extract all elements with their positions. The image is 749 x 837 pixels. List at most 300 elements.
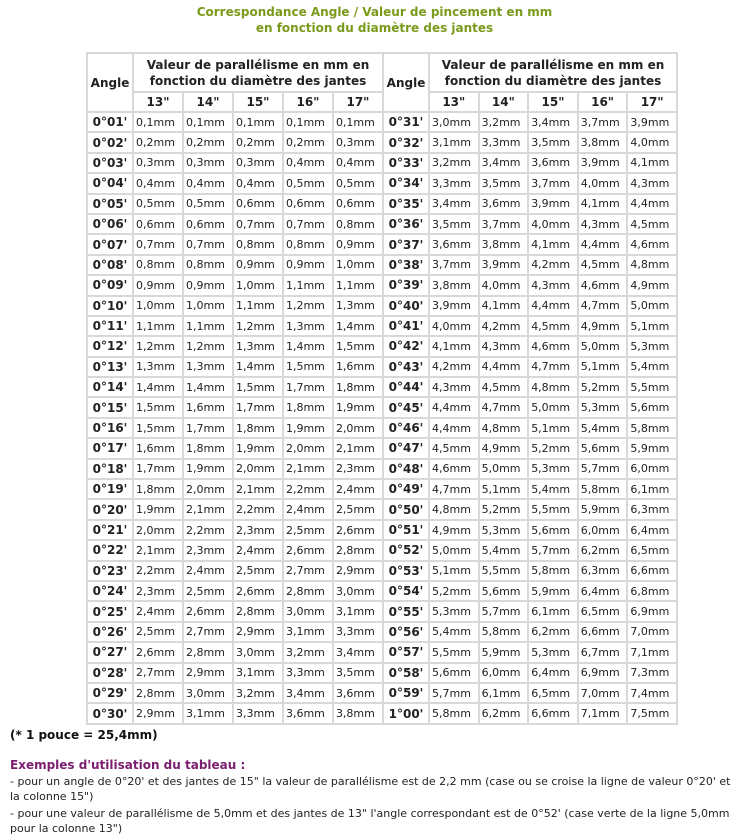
value-cell: 3,8mm — [480, 235, 528, 253]
value-cell: 6,2mm — [529, 623, 577, 641]
value-cell: 5,2mm — [579, 378, 627, 396]
table-row — [88, 154, 382, 172]
table-row — [384, 235, 676, 253]
value-cell: 4,7mm — [480, 398, 528, 416]
value-cell: 4,8mm — [628, 256, 676, 274]
value-cell: 0,9mm — [284, 256, 332, 274]
header-group: Valeur de parallélisme en mm en fonction du diamètre des jantes — [134, 54, 382, 91]
value-cell: 5,4mm — [529, 480, 577, 498]
value-cell: 0,7mm — [234, 215, 282, 233]
value-cell: 5,4mm — [480, 541, 528, 559]
value-cell: 0,8mm — [134, 256, 182, 274]
value-cell: 3,3mm — [430, 174, 478, 192]
table-row — [384, 602, 676, 620]
header-size: 17" — [334, 93, 382, 111]
angle-cell: 0°11' — [88, 317, 132, 335]
table-row — [88, 623, 382, 641]
value-cell: 6,7mm — [579, 643, 627, 661]
angle-cell: 0°31' — [384, 113, 428, 131]
value-cell: 5,3mm — [579, 398, 627, 416]
value-cell: 3,9mm — [628, 113, 676, 131]
value-cell: 0,6mm — [284, 195, 332, 213]
table-row — [88, 235, 382, 253]
angle-cell: 0°46' — [384, 419, 428, 437]
angle-cell: 0°45' — [384, 398, 428, 416]
value-cell: 2,6mm — [234, 582, 282, 600]
angle-cell: 0°18' — [88, 460, 132, 478]
value-cell: 4,9mm — [480, 439, 528, 457]
value-cell: 3,2mm — [430, 154, 478, 172]
value-cell: 6,9mm — [579, 664, 627, 682]
value-cell: 5,0mm — [628, 297, 676, 315]
value-cell: 5,0mm — [529, 398, 577, 416]
value-cell: 2,4mm — [334, 480, 382, 498]
angle-cell: 0°51' — [384, 521, 428, 539]
value-cell: 3,0mm — [284, 602, 332, 620]
angle-cell: 0°20' — [88, 500, 132, 518]
value-cell: 1,7mm — [184, 419, 232, 437]
value-cell: 3,4mm — [529, 113, 577, 131]
value-cell: 4,0mm — [579, 174, 627, 192]
value-cell: 5,2mm — [480, 500, 528, 518]
value-cell: 6,0mm — [628, 460, 676, 478]
value-cell: 0,4mm — [184, 174, 232, 192]
table-row — [88, 195, 382, 213]
value-cell: 5,7mm — [529, 541, 577, 559]
value-cell: 3,5mm — [334, 664, 382, 682]
value-cell: 2,8mm — [134, 684, 182, 702]
value-cell: 1,4mm — [284, 337, 332, 355]
table-row — [88, 297, 382, 315]
value-cell: 1,4mm — [184, 378, 232, 396]
header-size: 14" — [480, 93, 528, 111]
value-cell: 4,4mm — [430, 398, 478, 416]
value-cell: 3,1mm — [430, 133, 478, 151]
value-cell: 1,5mm — [284, 358, 332, 376]
value-cell: 2,3mm — [234, 521, 282, 539]
angle-cell: 0°36' — [384, 215, 428, 233]
value-cell: 0,4mm — [234, 174, 282, 192]
value-cell: 4,2mm — [480, 317, 528, 335]
value-cell: 1,9mm — [234, 439, 282, 457]
table-row — [384, 154, 676, 172]
value-cell: 5,6mm — [430, 664, 478, 682]
value-cell: 1,1mm — [134, 317, 182, 335]
angle-cell: 0°50' — [384, 500, 428, 518]
value-cell: 3,5mm — [529, 133, 577, 151]
header-size: 15" — [234, 93, 282, 111]
angle-cell: 0°59' — [384, 684, 428, 702]
value-cell: 0,8mm — [184, 256, 232, 274]
value-cell: 4,5mm — [628, 215, 676, 233]
table-row — [88, 113, 382, 131]
value-cell: 5,3mm — [628, 337, 676, 355]
value-cell: 1,4mm — [334, 317, 382, 335]
value-cell: 7,4mm — [628, 684, 676, 702]
value-cell: 4,8mm — [430, 500, 478, 518]
table-row — [88, 480, 382, 498]
value-cell: 5,3mm — [529, 460, 577, 478]
table-row — [88, 358, 382, 376]
table-row — [384, 582, 676, 600]
value-cell: 7,0mm — [628, 623, 676, 641]
table-row — [384, 664, 676, 682]
value-cell: 2,2mm — [184, 521, 232, 539]
table-row — [88, 174, 382, 192]
value-cell: 4,7mm — [430, 480, 478, 498]
value-cell: 1,8mm — [134, 480, 182, 498]
table-row — [384, 113, 676, 131]
value-cell: 4,4mm — [480, 358, 528, 376]
value-cell: 4,1mm — [480, 297, 528, 315]
value-cell: 1,6mm — [184, 398, 232, 416]
value-cell: 3,6mm — [529, 154, 577, 172]
angle-cell: 0°28' — [88, 664, 132, 682]
value-cell: 1,3mm — [234, 337, 282, 355]
value-cell: 1,6mm — [134, 439, 182, 457]
table-row — [384, 541, 676, 559]
table-row — [88, 439, 382, 457]
value-cell: 5,4mm — [628, 358, 676, 376]
value-cell: 2,5mm — [134, 623, 182, 641]
value-cell: 1,3mm — [334, 297, 382, 315]
value-cell: 2,1mm — [334, 439, 382, 457]
value-cell: 2,1mm — [234, 480, 282, 498]
value-cell: 2,9mm — [234, 623, 282, 641]
value-cell: 6,6mm — [628, 562, 676, 580]
table-row — [88, 276, 382, 294]
angle-cell: 0°17' — [88, 439, 132, 457]
table-row — [88, 215, 382, 233]
table-row — [88, 562, 382, 580]
value-cell: 3,5mm — [430, 215, 478, 233]
angle-cell: 0°35' — [384, 195, 428, 213]
angle-cell: 0°15' — [88, 398, 132, 416]
value-cell: 0,6mm — [134, 215, 182, 233]
value-cell: 4,8mm — [480, 419, 528, 437]
value-cell: 0,4mm — [134, 174, 182, 192]
value-cell: 3,6mm — [430, 235, 478, 253]
value-cell: 1,1mm — [234, 297, 282, 315]
value-cell: 1,3mm — [184, 358, 232, 376]
value-cell: 4,5mm — [579, 256, 627, 274]
value-cell: 2,9mm — [184, 664, 232, 682]
value-cell: 4,6mm — [628, 235, 676, 253]
value-cell: 3,8mm — [430, 276, 478, 294]
value-cell: 2,8mm — [184, 643, 232, 661]
angle-cell: 0°13' — [88, 358, 132, 376]
angle-cell: 0°39' — [384, 276, 428, 294]
value-cell: 4,0mm — [628, 133, 676, 151]
value-cell: 5,0mm — [430, 541, 478, 559]
angle-cell: 0°21' — [88, 521, 132, 539]
angle-cell: 0°14' — [88, 378, 132, 396]
value-cell: 4,4mm — [628, 195, 676, 213]
value-cell: 1,9mm — [284, 419, 332, 437]
value-cell: 5,1mm — [529, 419, 577, 437]
value-cell: 4,0mm — [529, 215, 577, 233]
table-left — [86, 52, 384, 725]
table-row — [88, 460, 382, 478]
value-cell: 6,6mm — [579, 623, 627, 641]
value-cell: 6,3mm — [579, 562, 627, 580]
angle-cell: 0°29' — [88, 684, 132, 702]
angle-cell: 0°08' — [88, 256, 132, 274]
value-cell: 0,8mm — [234, 235, 282, 253]
value-cell: 4,6mm — [430, 460, 478, 478]
table-row — [384, 480, 676, 498]
value-cell: 1,9mm — [184, 460, 232, 478]
value-cell: 5,1mm — [430, 562, 478, 580]
value-cell: 2,6mm — [284, 541, 332, 559]
table-row — [88, 337, 382, 355]
value-cell: 1,7mm — [234, 398, 282, 416]
value-cell: 1,9mm — [334, 398, 382, 416]
value-cell: 4,1mm — [579, 195, 627, 213]
table-row — [384, 439, 676, 457]
value-cell: 4,1mm — [529, 235, 577, 253]
angle-cell: 0°10' — [88, 297, 132, 315]
value-cell: 0,9mm — [334, 235, 382, 253]
table-row — [384, 460, 676, 478]
value-cell: 6,2mm — [480, 704, 528, 722]
value-cell: 3,8mm — [579, 133, 627, 151]
value-cell: 0,7mm — [134, 235, 182, 253]
value-cell: 2,6mm — [334, 521, 382, 539]
angle-cell: 0°41' — [384, 317, 428, 335]
angle-cell: 0°37' — [384, 235, 428, 253]
value-cell: 1,5mm — [134, 398, 182, 416]
value-cell: 1,2mm — [184, 337, 232, 355]
angle-cell: 0°01' — [88, 113, 132, 131]
header-angle: Angle — [88, 54, 132, 111]
value-cell: 2,2mm — [284, 480, 332, 498]
value-cell: 5,5mm — [529, 500, 577, 518]
table-row — [384, 297, 676, 315]
angle-cell: 0°16' — [88, 419, 132, 437]
value-cell: 2,5mm — [284, 521, 332, 539]
value-cell: 4,4mm — [529, 297, 577, 315]
example-line-2: - pour une valeur de parallélisme de 5,0mm et des jantes de 13" l'angle correspondant est de 0°52' (case verte de la ligne 5,0mm pour la colonne 13") — [10, 807, 730, 835]
value-cell: 6,4mm — [628, 521, 676, 539]
value-cell: 3,2mm — [284, 643, 332, 661]
value-cell: 1,1mm — [284, 276, 332, 294]
table-row — [384, 623, 676, 641]
value-cell: 0,5mm — [184, 195, 232, 213]
value-cell: 3,6mm — [334, 684, 382, 702]
value-cell: 5,6mm — [579, 439, 627, 457]
value-cell: 5,6mm — [480, 582, 528, 600]
angle-cell: 0°02' — [88, 133, 132, 151]
value-cell: 6,2mm — [579, 541, 627, 559]
value-cell: 1,8mm — [284, 398, 332, 416]
value-cell: 0,6mm — [334, 195, 382, 213]
table-row — [384, 195, 676, 213]
value-cell: 2,5mm — [334, 500, 382, 518]
value-cell: 1,0mm — [134, 297, 182, 315]
value-cell: 5,9mm — [480, 643, 528, 661]
value-cell: 4,5mm — [480, 378, 528, 396]
value-cell: 2,4mm — [134, 602, 182, 620]
value-cell: 3,4mm — [430, 195, 478, 213]
table-row — [384, 358, 676, 376]
angle-cell: 0°07' — [88, 235, 132, 253]
table-row — [88, 521, 382, 539]
table-row — [384, 378, 676, 396]
angle-cell: 0°44' — [384, 378, 428, 396]
angle-cell: 0°19' — [88, 480, 132, 498]
angle-cell: 0°23' — [88, 562, 132, 580]
value-cell: 0,9mm — [184, 276, 232, 294]
angle-cell: 0°04' — [88, 174, 132, 192]
table-row — [88, 419, 382, 437]
value-cell: 4,9mm — [579, 317, 627, 335]
angle-cell: 0°47' — [384, 439, 428, 457]
value-cell: 0,4mm — [284, 154, 332, 172]
value-cell: 1,0mm — [184, 297, 232, 315]
value-cell: 5,9mm — [529, 582, 577, 600]
value-cell: 5,7mm — [430, 684, 478, 702]
value-cell: 3,1mm — [334, 602, 382, 620]
value-cell: 0,2mm — [184, 133, 232, 151]
table-row — [384, 317, 676, 335]
value-cell: 1,8mm — [334, 378, 382, 396]
value-cell: 5,6mm — [529, 521, 577, 539]
table-row — [384, 643, 676, 661]
angle-cell: 0°52' — [384, 541, 428, 559]
value-cell: 0,2mm — [284, 133, 332, 151]
value-cell: 4,5mm — [529, 317, 577, 335]
value-cell: 1,0mm — [334, 256, 382, 274]
table-row — [88, 704, 382, 722]
table-row — [384, 419, 676, 437]
value-cell: 5,1mm — [579, 358, 627, 376]
value-cell: 6,5mm — [529, 684, 577, 702]
angle-cell: 0°54' — [384, 582, 428, 600]
value-cell: 4,4mm — [579, 235, 627, 253]
table-row — [384, 704, 676, 722]
angle-cell: 0°05' — [88, 195, 132, 213]
value-cell: 1,1mm — [334, 276, 382, 294]
value-cell: 0,1mm — [234, 113, 282, 131]
value-cell: 4,9mm — [430, 521, 478, 539]
value-cell: 3,5mm — [480, 174, 528, 192]
value-cell: 3,9mm — [529, 195, 577, 213]
angle-cell: 0°09' — [88, 276, 132, 294]
value-cell: 4,5mm — [430, 439, 478, 457]
angle-cell: 0°57' — [384, 643, 428, 661]
value-cell: 3,6mm — [284, 704, 332, 722]
angle-cell: 0°56' — [384, 623, 428, 641]
value-cell: 0,7mm — [284, 215, 332, 233]
value-cell: 5,8mm — [529, 562, 577, 580]
angle-cell: 0°48' — [384, 460, 428, 478]
value-cell: 5,0mm — [480, 460, 528, 478]
value-cell: 5,4mm — [579, 419, 627, 437]
value-cell: 3,7mm — [529, 174, 577, 192]
value-cell: 0,5mm — [284, 174, 332, 192]
value-cell: 2,6mm — [134, 643, 182, 661]
value-cell: 6,4mm — [579, 582, 627, 600]
value-cell: 6,8mm — [628, 582, 676, 600]
value-cell: 2,3mm — [184, 541, 232, 559]
value-cell: 2,6mm — [184, 602, 232, 620]
value-cell: 5,5mm — [480, 562, 528, 580]
value-cell: 4,0mm — [480, 276, 528, 294]
value-cell: 3,9mm — [430, 297, 478, 315]
value-cell: 0,2mm — [234, 133, 282, 151]
value-cell: 3,3mm — [284, 664, 332, 682]
value-cell: 2,0mm — [284, 439, 332, 457]
value-cell: 1,2mm — [284, 297, 332, 315]
value-cell: 3,9mm — [480, 256, 528, 274]
value-cell: 0,6mm — [184, 215, 232, 233]
table-row — [384, 276, 676, 294]
value-cell: 1,3mm — [134, 358, 182, 376]
value-cell: 0,9mm — [234, 256, 282, 274]
value-cell: 5,1mm — [628, 317, 676, 335]
value-cell: 0,3mm — [334, 133, 382, 151]
value-cell: 1,5mm — [134, 419, 182, 437]
examples-title: Exemples d'utilisation du tableau : — [10, 758, 246, 772]
value-cell: 0,4mm — [334, 154, 382, 172]
value-cell: 4,8mm — [529, 378, 577, 396]
value-cell: 7,0mm — [579, 684, 627, 702]
value-cell: 4,6mm — [579, 276, 627, 294]
value-cell: 4,7mm — [579, 297, 627, 315]
table-row — [384, 133, 676, 151]
table-row — [88, 664, 382, 682]
value-cell: 4,9mm — [628, 276, 676, 294]
angle-cell: 0°49' — [384, 480, 428, 498]
value-cell: 6,5mm — [628, 541, 676, 559]
value-cell: 3,2mm — [234, 684, 282, 702]
table-row — [88, 398, 382, 416]
value-cell: 1,1mm — [184, 317, 232, 335]
header-group: Valeur de parallélisme en mm en fonction du diamètre des jantes — [430, 54, 676, 91]
table-row — [384, 684, 676, 702]
example-line-1: - pour un angle de 0°20' et des jantes de 15" la valeur de parallélisme est de 2,2 mm (case ou se croise la ligne de valeur 0°20' et la colonne 15") — [10, 775, 731, 803]
value-cell: 0,1mm — [184, 113, 232, 131]
value-cell: 6,6mm — [529, 704, 577, 722]
angle-cell: 0°53' — [384, 562, 428, 580]
value-cell: 5,3mm — [480, 521, 528, 539]
value-cell: 2,5mm — [184, 582, 232, 600]
value-cell: 0,3mm — [134, 154, 182, 172]
table-row — [88, 643, 382, 661]
value-cell: 2,5mm — [234, 562, 282, 580]
value-cell: 2,1mm — [184, 500, 232, 518]
value-cell: 3,0mm — [234, 643, 282, 661]
angle-cell: 0°38' — [384, 256, 428, 274]
value-cell: 3,1mm — [184, 704, 232, 722]
value-cell: 3,4mm — [284, 684, 332, 702]
value-cell: 0,8mm — [284, 235, 332, 253]
value-cell: 6,4mm — [529, 664, 577, 682]
angle-cell: 1°00' — [384, 704, 428, 722]
value-cell: 1,5mm — [334, 337, 382, 355]
value-cell: 3,7mm — [579, 113, 627, 131]
header-angle: Angle — [384, 54, 428, 111]
header-size: 16" — [579, 93, 627, 111]
value-cell: 3,7mm — [430, 256, 478, 274]
value-cell: 3,3mm — [480, 133, 528, 151]
value-cell: 3,9mm — [579, 154, 627, 172]
value-cell: 2,2mm — [134, 562, 182, 580]
value-cell: 4,3mm — [430, 378, 478, 396]
value-cell: 5,7mm — [480, 602, 528, 620]
angle-cell: 0°24' — [88, 582, 132, 600]
